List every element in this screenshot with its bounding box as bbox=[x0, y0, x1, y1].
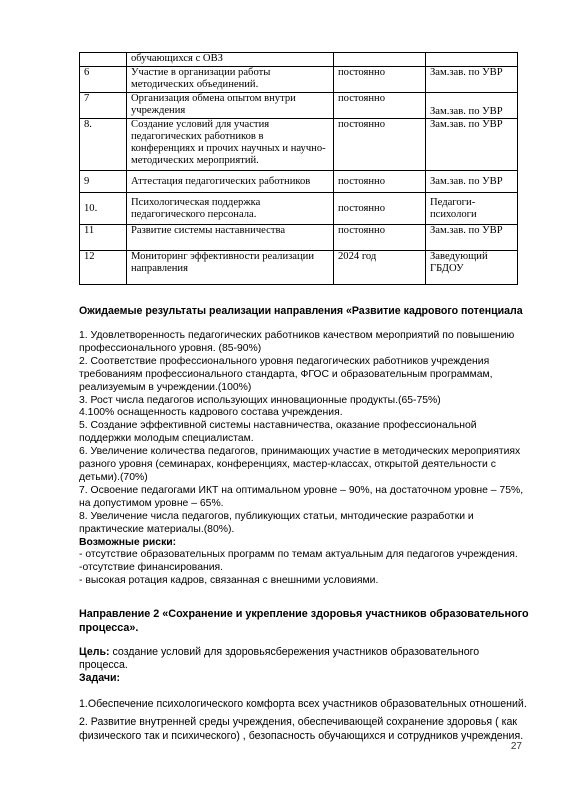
row-term: постоянно bbox=[334, 67, 426, 93]
row-term: постоянно bbox=[334, 193, 426, 225]
row-number: 8. bbox=[80, 119, 127, 171]
row-term: постоянно bbox=[334, 225, 426, 251]
activity-table bbox=[79, 52, 518, 285]
row-responsible: Зам.зав. по УВР bbox=[426, 93, 518, 119]
results-heading: Ожидаемые результаты реализации направления «Развитие кадрового потенциала bbox=[79, 305, 523, 317]
row-number bbox=[80, 53, 127, 67]
list-item: 7. Освоение педагогами ИКТ на оптимальном уровне – 90%, на достаточном уровне – 75%, на допустимом уровне – 65%. bbox=[79, 484, 524, 509]
row-term: постоянно bbox=[334, 93, 426, 119]
row-term: постоянно bbox=[334, 119, 426, 171]
row-responsible: Зам.зав. по УВР bbox=[426, 225, 518, 251]
risk-item: - отсутствие образовательных программ по темам актуальным для педагогов учреждения. bbox=[79, 549, 518, 561]
row-number: 10. bbox=[80, 193, 127, 225]
row-activity: обучающихся с ОВЗ bbox=[127, 53, 334, 67]
row-responsible: Заведующий ГБДОУ bbox=[426, 251, 518, 285]
list-item: 1. Удовлетворенность педагогических работников качеством мероприятий по повышению профессионального уровня. (85-90%) bbox=[79, 330, 515, 354]
row-activity: Организация обмена опытом внутри учреждения bbox=[127, 93, 334, 119]
direction2-heading: Направление 2 «Сохранение и укрепление здоровья участников образовательного процесса». bbox=[79, 608, 529, 634]
row-responsible: Педагоги-психологи bbox=[426, 193, 518, 225]
row-number: 12 bbox=[80, 251, 127, 285]
page-number: 27 bbox=[510, 741, 522, 752]
risk-item: -отсутствие финансирования. bbox=[79, 562, 224, 574]
row-number: 9 bbox=[80, 171, 127, 193]
table-row bbox=[80, 53, 518, 67]
tasks-list bbox=[79, 697, 529, 743]
table-row bbox=[80, 225, 518, 251]
row-responsible: Зам.зав. по УВР bbox=[426, 119, 518, 171]
row-responsible: Зам.зав. по УВР bbox=[426, 67, 518, 93]
tasks-heading: Задачи: bbox=[79, 672, 121, 684]
risk-item: - высокая ротация кадров, связанная с внешними условиями. bbox=[79, 575, 379, 587]
goal-label: Цель: bbox=[79, 646, 110, 658]
row-activity: Развитие системы наставничества bbox=[127, 225, 334, 251]
list-item: 6. Увеличение количества педагогов, принимающих участие в методических мероприятиях разного уровня (семинарах, конференциях, мастер-классах, открытой деятельности с детьми).(70%) bbox=[79, 446, 521, 483]
row-activity: Участие в организации работы методических объединений. bbox=[127, 67, 334, 93]
row-term: постоянно bbox=[334, 171, 426, 193]
table-row bbox=[80, 193, 518, 225]
row-term: 2024 год bbox=[334, 251, 426, 285]
table-row bbox=[80, 119, 518, 171]
goal-line bbox=[79, 646, 529, 672]
row-number: 7 bbox=[80, 93, 127, 119]
list-item: 5. Создание эффективной системы наставничества, оказание профессиональной поддержки молодым специалистам. bbox=[79, 420, 477, 445]
row-activity: Мониторинг эффективности реализации направления bbox=[127, 251, 334, 285]
task-item: 2. Развитие внутренней среды учреждения, обеспечивающей сохранение здоровья ( как физического так и психического) , безопасность обучающихся и сотрудников учреждения. bbox=[79, 716, 524, 742]
row-number: 6 bbox=[80, 67, 127, 93]
list-item: 8. Увеличение числа педагогов, публикующих статьи, мнтодические разработки и практические материалы.(80%). bbox=[79, 510, 474, 535]
list-item: 3. Рост числа педагогов использующих инновационные продукты.(65-75%) bbox=[79, 394, 441, 406]
row-activity: Психологическая поддержка педагогического персонала. bbox=[127, 193, 334, 225]
goal-text: создание условий для здоровьясбережения участников образовательного процесса. bbox=[79, 646, 480, 671]
table-row bbox=[80, 93, 518, 119]
list-item: 4.100% оснащенность кадрового состава учреждения. bbox=[79, 407, 343, 419]
row-activity: Аттестация педагогических работников bbox=[127, 171, 334, 193]
table-row bbox=[80, 171, 518, 193]
row-responsible: Зам.зав. по УВР bbox=[426, 171, 518, 193]
row-term bbox=[334, 53, 426, 67]
row-number: 11 bbox=[80, 225, 127, 251]
task-item: 1.Обеспечение психологического комфорта всех участников образовательных отношений. bbox=[79, 698, 527, 710]
list-item: 2. Соответствие профессионального уровня педагогических работников учреждения требованиям профессионального стандарта, ФГОС и образовательным программам, реализуемым в учреждении.(100%) bbox=[79, 355, 493, 393]
table-row bbox=[80, 67, 518, 93]
row-responsible bbox=[426, 53, 518, 67]
table-row bbox=[80, 251, 518, 285]
row-activity: Создание условий для участия педагогических работников в конференциях и прочих научных и научно-методических мероприятий. bbox=[127, 119, 334, 171]
risks-heading: Возможные риски: bbox=[79, 536, 177, 548]
results-list bbox=[79, 330, 529, 588]
